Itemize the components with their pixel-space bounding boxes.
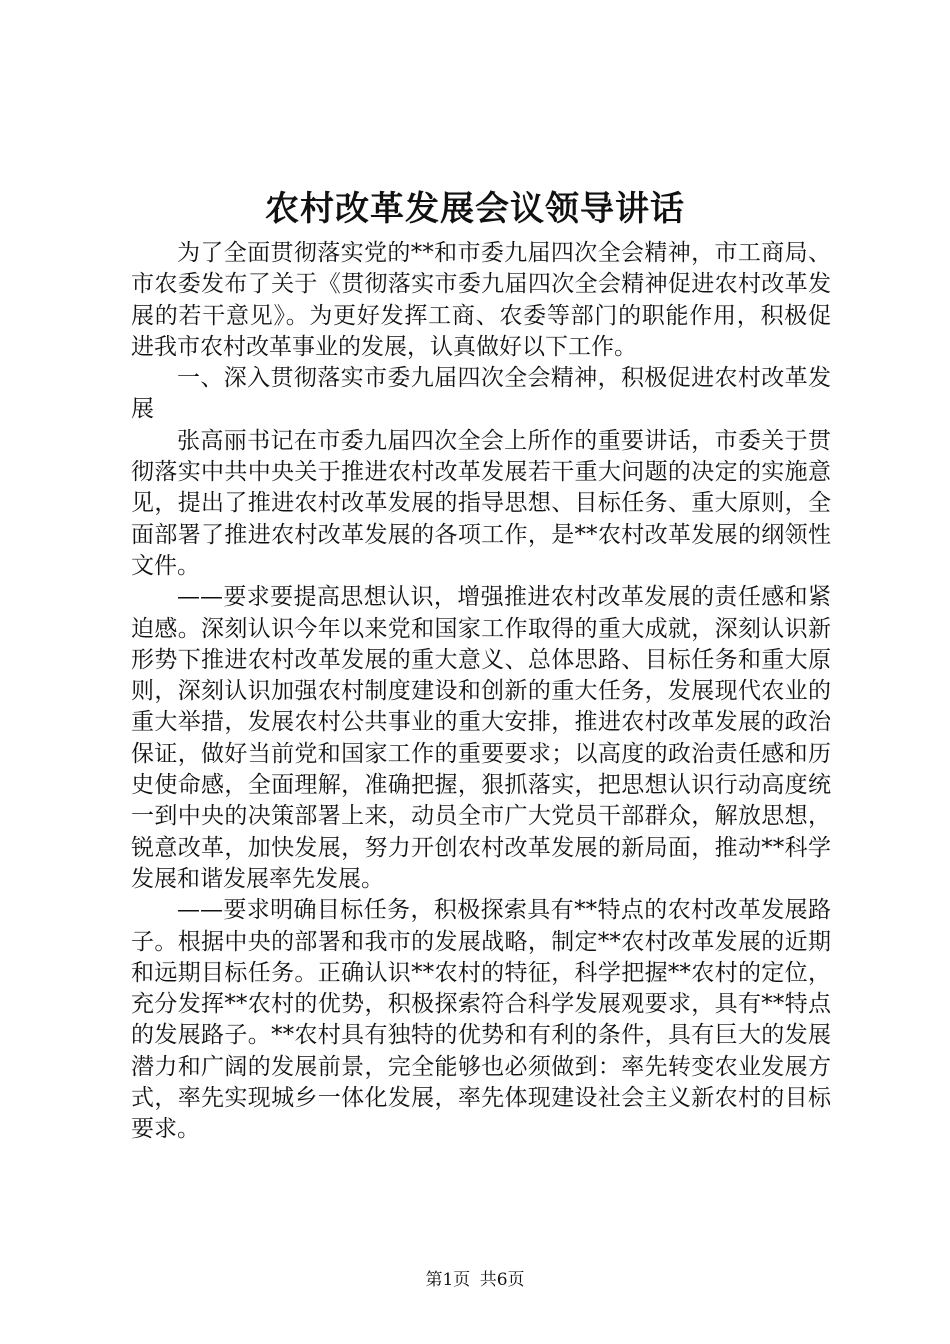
page-footer bbox=[0, 1268, 950, 1292]
page-number: 第1页 bbox=[425, 1270, 471, 1290]
paragraph-speech-summary: 张高丽书记在市委九届四次全会上所作的重要讲话，市委关于贯彻落实中共中央关于推进农村改革发展若干重大问题的决定的实施意见，提出了推进农村改革发展的指导思想、目标任务、重大原则，全面部署了推进农村改革发展的各项工作，是**农村改革发展的纲领性文件。 bbox=[131, 427, 831, 579]
paragraph-section-heading: 一、深入贯彻落实市委九届四次全会精神，积极促进农村改革发展 bbox=[131, 365, 831, 423]
paragraph-requirement-goals: ——要求明确目标任务，积极探索具有**特点的农村改革发展路子。根据中央的部署和我市的发展战略，制定**农村改革发展的近期和远期目标任务。正确认识**农村的特征，科学把握**农村的定位，充分发挥**农村的优势，积极探索符合科学发展观要求，具有**特点的发展路子。**农村具有独特的优势和有利的条件，具有巨大的发展潜力和广阔的发展前景，完全能够也必须做到：率先转变农业发展方式，率先实现城乡一体化发展，率先体现建设社会主义新农村的目标要求。 bbox=[131, 897, 831, 1143]
document-title: 农村改革发展会议领导讲话 bbox=[265, 189, 685, 229]
document-body bbox=[131, 238, 831, 1146]
paragraph-intro: 为了全面贯彻落实党的**和市委九届四次全会精神，市工商局、市农委发布了关于《贯彻落实市委九届四次全会精神促进农村改革发展的若干意见》。为更好发挥工商、农委等部门的职能作用，积极促进我市农村改革事业的发展，认真做好以下工作。 bbox=[131, 240, 831, 360]
paragraph-requirement-awareness: ——要求要提高思想认识，增强推进农村改革发展的责任感和紧迫感。深刻认识今年以来党和国家工作取得的重大成就，深刻认识新形势下推进农村改革发展的重大意义、总体思路、目标任务和重大原则，深刻认识加强农村制度建设和创新的重大任务，发展现代农业的重大举措，发展农村公共事业的重大安排，推进农村改革发展的政治保证，做好当前党和国家工作的重要要求；以高度的政治责任感和历史使命感，全面理解，准确把握，狠抓落实，把思想认识行动高度统一到中央的决策部署上来，动员全市广大党员干部群众，解放思想，锐意改革，加快发展，努力开创农村改革发展的新局面，推动**科学发展和谐发展率先发展。 bbox=[131, 584, 831, 892]
page-total: 共6页 bbox=[479, 1270, 525, 1290]
